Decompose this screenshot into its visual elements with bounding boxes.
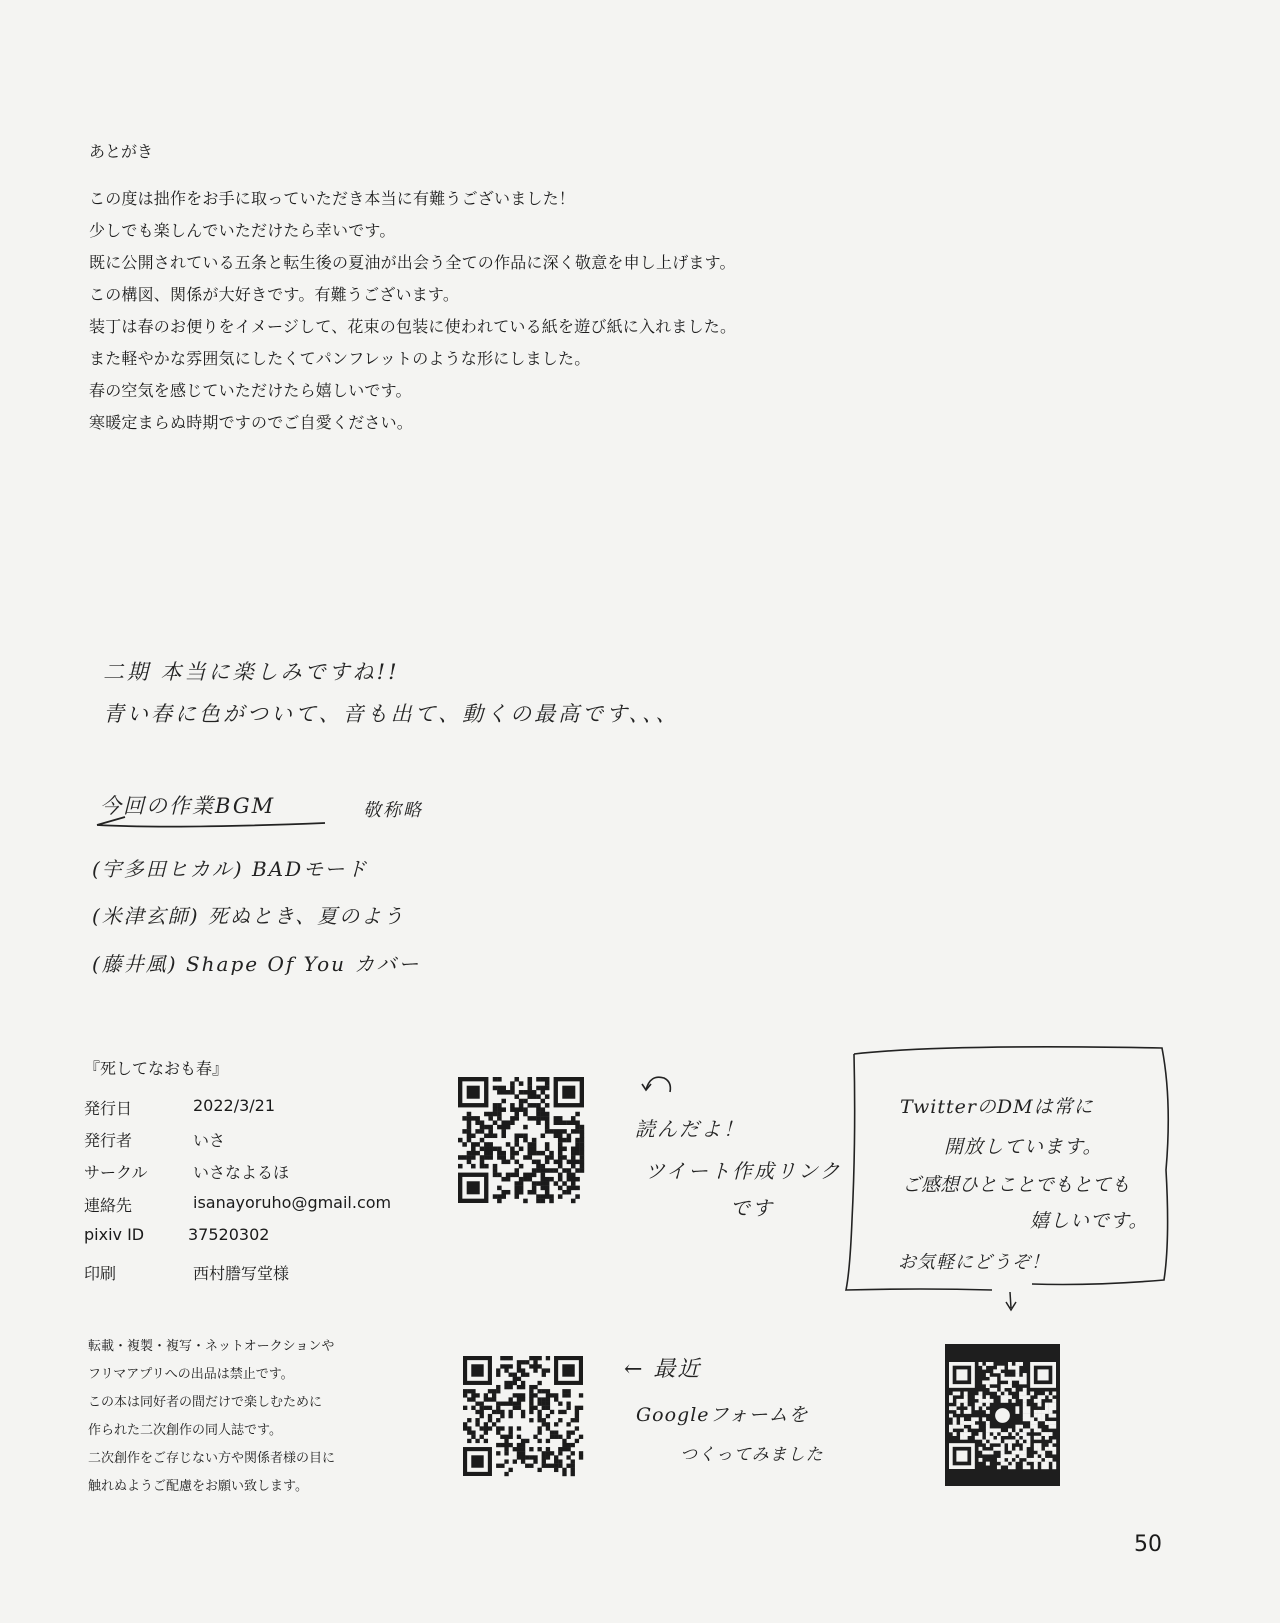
colophon-value: いさ (193, 1131, 226, 1150)
bgm-underline (95, 815, 335, 835)
afterword-line: 寒暖定まらぬ時期ですのでご自愛ください。 (89, 413, 414, 432)
bgm-note: 敬称略 (363, 800, 423, 821)
afterword-line: 既に公開されている五条と転生後の夏油が出会う全ての作品に深く敬意を申し上げます。 (89, 253, 736, 272)
form-note-head: ← 最近 (624, 1357, 702, 1382)
colophon-label: 連絡先 (84, 1196, 133, 1215)
afterword-line: また軽やかな雰囲気にしたくてパンフレットのような形にしました。 (89, 349, 591, 368)
contact-email: isanayoruho@gmail.com (193, 1193, 392, 1212)
notice-line: 作られた二次創作の同人誌です。 (88, 1423, 282, 1438)
colophon-value: 37520302 (188, 1225, 270, 1244)
twitter-note: お気軽にどうぞ！ (898, 1252, 1050, 1273)
curved-arrow-icon (640, 1068, 680, 1098)
form-note: Googleフォームを (636, 1404, 809, 1426)
twitter-qr-dark-block[interactable] (945, 1344, 1060, 1486)
bgm-title: 今回の作業BGM (100, 794, 276, 818)
colophon-value: 西村謄写堂様 (193, 1264, 290, 1283)
google-form-qr-code[interactable] (463, 1356, 583, 1476)
colophon-label: pixiv ID (84, 1225, 145, 1244)
form-note: つくってみました (680, 1445, 824, 1465)
afterword-line: この構図、関係が大好きです。有難うございます。 (89, 285, 460, 304)
twitter-note: 開放しています。 (944, 1136, 1103, 1158)
tweet-qr-code[interactable] (458, 1077, 584, 1203)
notice-line: 触れぬようご配慮をお願い致します。 (88, 1479, 308, 1494)
afterword-line: 装丁は春のお便りをイメージして、花束の包装に使われている紙を遊び紙に入れました。 (89, 317, 737, 336)
twitter-note: 嬉しいです。 (1030, 1210, 1149, 1232)
book-title: 『死してなおも春』 (84, 1059, 229, 1078)
notice-line: 転載・複製・複写・ネットオークションや (88, 1339, 335, 1354)
notice-line: 二次創作をご存じない方や関係者様の目に (88, 1451, 336, 1466)
afterword-heading: あとがき (89, 142, 154, 161)
handwritten-note-line: 青い春に色がついて、音も出て、動くの最高です、、、 (103, 702, 680, 726)
tweet-note: ツイート作成リンク (645, 1159, 842, 1183)
bgm-item: (藤井風) Shape Of You カバー (92, 952, 421, 976)
colophon-label: 印刷 (84, 1264, 117, 1283)
twitter-qr-code[interactable] (949, 1362, 1056, 1469)
afterword-line: この度は拙作をお手に取っていただき本当に有難うございました！ (89, 189, 576, 208)
colophon-value: 2022/3/21 (193, 1096, 276, 1115)
twitter-note: TwitterのDMは常に (900, 1096, 1094, 1118)
colophon-label: 発行日 (84, 1099, 133, 1118)
notice-line: この本は同好者の間だけで楽しむために (88, 1395, 323, 1410)
afterword-line: 少しでも楽しんでいただけたら幸いです。 (89, 221, 396, 240)
page-number: 50 (1134, 1532, 1162, 1557)
tweet-note: 読んだよ！ (635, 1117, 745, 1141)
twitter-note: ご感想ひとことでもとても (902, 1174, 1131, 1196)
bgm-item: (宇多田ヒカル) BADモード (92, 857, 369, 881)
tweet-note: です (730, 1196, 774, 1220)
notice-line: フリマアプリへの出品は禁止です。 (88, 1367, 294, 1382)
afterword-line: 春の空気を感じていただけたら嬉しいです。 (89, 381, 412, 400)
handwritten-note-line: 二期 本当に楽しみですね!! (103, 660, 400, 684)
colophon-label: 発行者 (84, 1131, 133, 1150)
bgm-item: (米津玄師) 死ぬとき、夏のよう (92, 904, 406, 928)
colophon-label: サークル (84, 1163, 148, 1182)
colophon-value: いさなよるほ (193, 1163, 290, 1182)
